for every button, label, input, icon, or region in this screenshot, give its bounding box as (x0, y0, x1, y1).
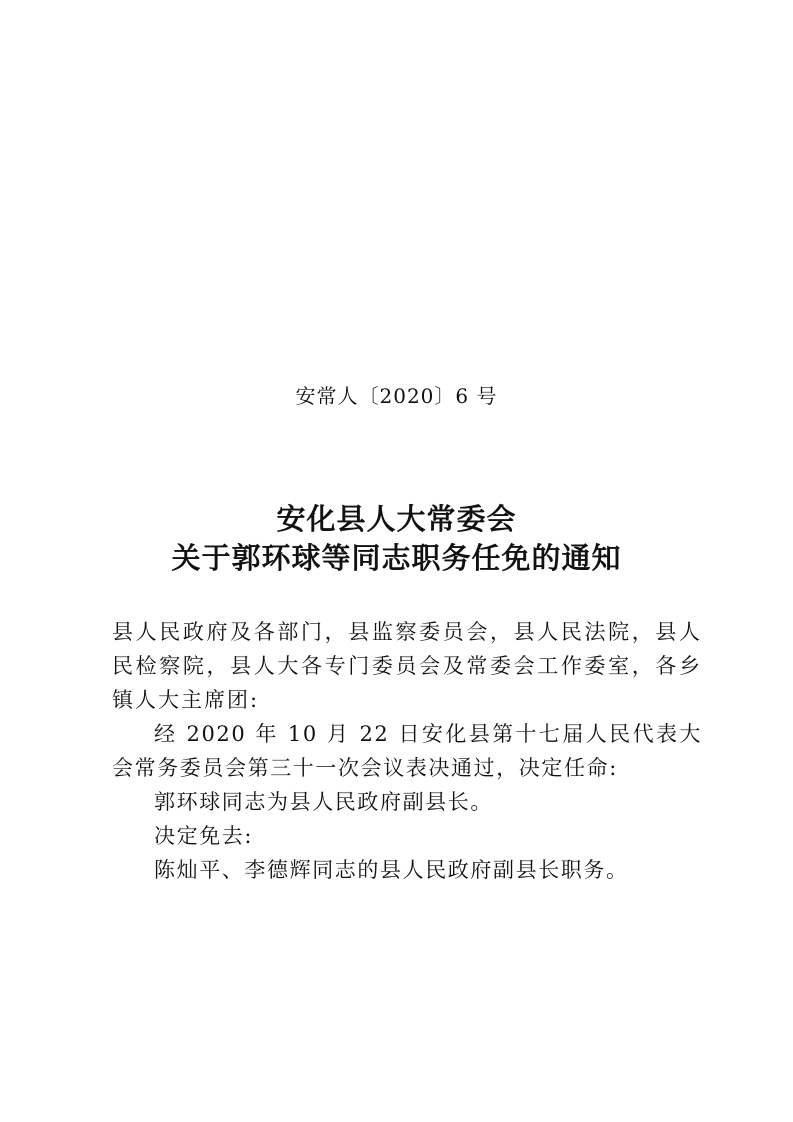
appointment-paragraph: 郭环球同志为县人民政府副县长。 (154, 790, 493, 814)
removal-paragraph: 陈灿平、李德辉同志的县人民政府副县长职务。 (154, 858, 629, 882)
removal-heading: 决定免去: (154, 824, 254, 848)
document-title-line-1: 安化县人大常委会 (276, 502, 517, 536)
addressee-paragraph: 县人民政府及各部门，县监察委员会，县人民法院，县人民检察院，县人大各专门委员会及常委会工作委室，各乡镇人大主席团: (112, 620, 702, 712)
document-number: 安常人〔2020〕6 号 (295, 384, 498, 408)
document-body (112, 615, 702, 887)
decision-paragraph: 经 2020 年 10 月 22 日安化县第十七届人民代表大会常务委员会第三十一次会议表决通过，决定任命: (112, 722, 702, 780)
document-title-line-2: 关于郭环球等同志职务任免的通知 (171, 541, 622, 575)
